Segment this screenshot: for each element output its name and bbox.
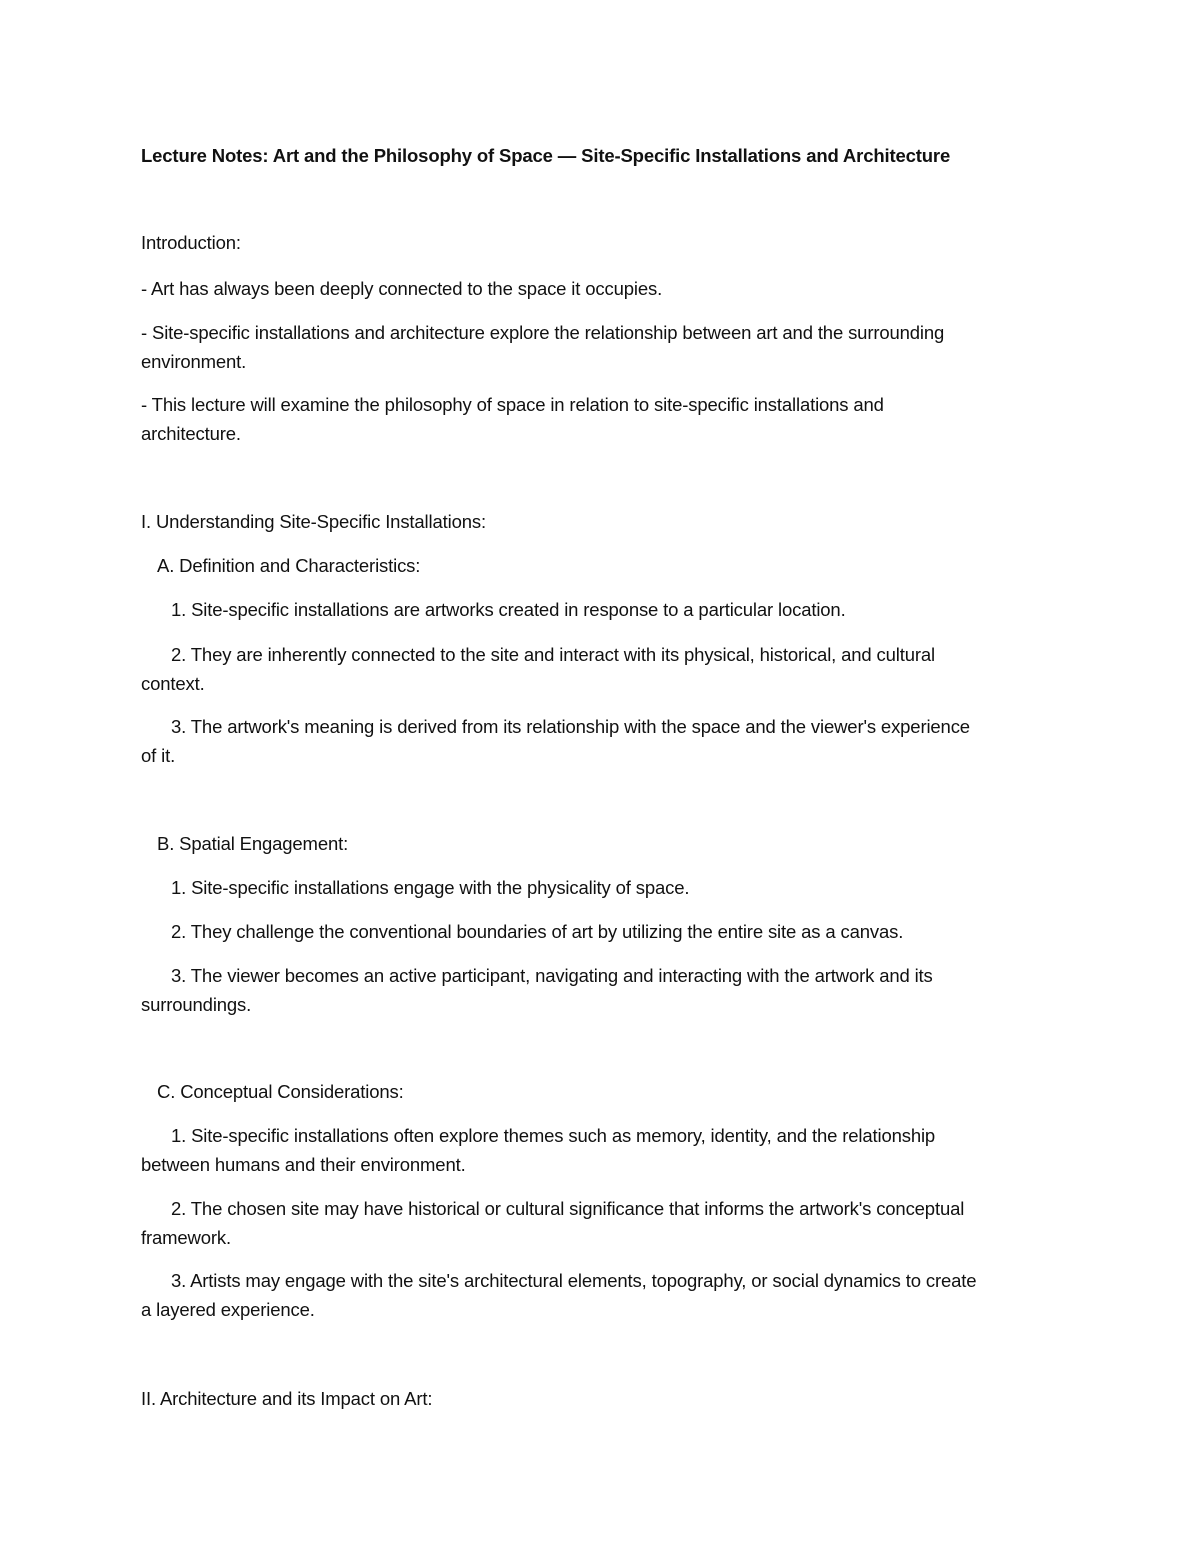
subsection-c-item-3-cont: a layered experience. bbox=[141, 1299, 315, 1320]
section-2-heading: II. Architecture and its Impact on Art: bbox=[141, 1388, 433, 1409]
subsection-a-heading: A. Definition and Characteristics: bbox=[157, 555, 421, 576]
subsection-b-item-3-cont: surroundings. bbox=[141, 994, 252, 1015]
intro-point-2: - Site-specific installations and architecture explore the relationship between art and the surrounding bbox=[141, 322, 945, 343]
section-1-heading: I. Understanding Site-Specific Installations: bbox=[141, 511, 486, 532]
subsection-a-item-3: 3. The artwork's meaning is derived from its relationship with the space and the viewer's experience bbox=[171, 716, 970, 737]
subsection-a-item-2: 2. They are inherently connected to the site and interact with its physical, historical, and cultural bbox=[171, 644, 935, 665]
subsection-a-item-3-cont: of it. bbox=[141, 745, 176, 766]
document-title: Lecture Notes: Art and the Philosophy of Space — Site-Specific Installations and Architecture bbox=[141, 145, 951, 166]
subsection-b-item-1: 1. Site-specific installations engage with the physicality of space. bbox=[171, 877, 690, 898]
intro-point-2-cont: environment. bbox=[141, 351, 247, 372]
subsection-b-heading: B. Spatial Engagement: bbox=[157, 833, 349, 854]
intro-point-3-cont: architecture. bbox=[141, 423, 241, 444]
subsection-c-heading: C. Conceptual Considerations: bbox=[157, 1081, 404, 1102]
subsection-c-item-2: 2. The chosen site may have historical or cultural significance that informs the artwork's conceptual bbox=[171, 1198, 965, 1219]
subsection-a-item-1: 1. Site-specific installations are artworks created in response to a particular location. bbox=[171, 599, 846, 620]
subsection-c-item-1: 1. Site-specific installations often explore themes such as memory, identity, and the relationship bbox=[171, 1125, 936, 1146]
subsection-c-item-1-cont: between humans and their environment. bbox=[141, 1154, 466, 1175]
subsection-b-item-3: 3. The viewer becomes an active participant, navigating and interacting with the artwork and its bbox=[171, 965, 933, 986]
subsection-c-item-3: 3. Artists may engage with the site's architectural elements, topography, or social dynamics to create bbox=[171, 1270, 977, 1291]
subsection-a-item-2-cont: context. bbox=[141, 673, 205, 694]
subsection-b-item-2: 2. They challenge the conventional boundaries of art by utilizing the entire site as a canvas. bbox=[171, 921, 904, 942]
subsection-c-item-2-cont: framework. bbox=[141, 1227, 231, 1248]
intro-point-1: - Art has always been deeply connected to the space it occupies. bbox=[141, 278, 663, 299]
introduction-heading: Introduction: bbox=[141, 232, 241, 253]
intro-point-3: - This lecture will examine the philosophy of space in relation to site-specific installations and bbox=[141, 394, 884, 415]
